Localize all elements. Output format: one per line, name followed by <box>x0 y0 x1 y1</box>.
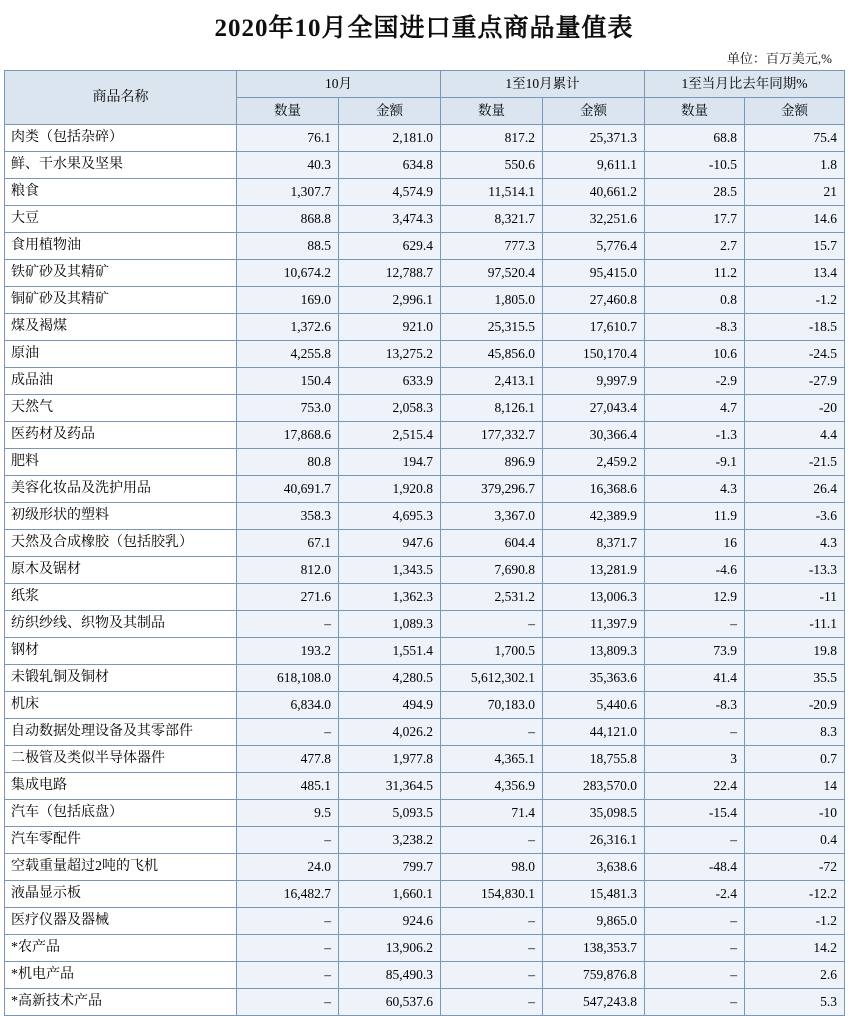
commodity-name: 粮食 <box>5 179 237 206</box>
commodity-name: 铜矿砂及其精矿 <box>5 287 237 314</box>
cell-month-value: 2,996.1 <box>339 287 441 314</box>
commodity-name: 集成电路 <box>5 773 237 800</box>
table-row <box>5 719 845 746</box>
cell-yoy-quantity: – <box>645 935 745 962</box>
cell-yoy-value: -24.5 <box>745 341 845 368</box>
commodity-name: 未锻轧铜及铜材 <box>5 665 237 692</box>
cell-month-quantity: – <box>237 962 339 989</box>
cell-cumulative-value: 547,243.8 <box>543 989 645 1016</box>
table-row <box>5 530 845 557</box>
cell-cumulative-quantity: – <box>441 935 543 962</box>
cell-yoy-quantity: 4.3 <box>645 476 745 503</box>
cell-cumulative-value: 35,098.5 <box>543 800 645 827</box>
cell-month-value: 85,490.3 <box>339 962 441 989</box>
cell-month-quantity: 1,307.7 <box>237 179 339 206</box>
cell-yoy-quantity: – <box>645 908 745 935</box>
commodity-name: 大豆 <box>5 206 237 233</box>
cell-cumulative-value: 17,610.7 <box>543 314 645 341</box>
table-row <box>5 638 845 665</box>
cell-cumulative-quantity: – <box>441 611 543 638</box>
cell-month-value: 921.0 <box>339 314 441 341</box>
cell-month-value: 629.4 <box>339 233 441 260</box>
cell-yoy-quantity: 11.2 <box>645 260 745 287</box>
cell-cumulative-value: 9,865.0 <box>543 908 645 935</box>
table-row <box>5 476 845 503</box>
cell-cumulative-value: 30,366.4 <box>543 422 645 449</box>
commodity-name: 肥料 <box>5 449 237 476</box>
cell-yoy-quantity: 68.8 <box>645 125 745 152</box>
header-commodity-name: 商品名称 <box>5 71 237 125</box>
cell-yoy-quantity: 3 <box>645 746 745 773</box>
cell-yoy-value: 2.6 <box>745 962 845 989</box>
commodity-name: 医疗仪器及器械 <box>5 908 237 935</box>
page-title: 2020年10月全国进口重点商品量值表 <box>214 15 634 42</box>
cell-month-quantity: 6,834.0 <box>237 692 339 719</box>
commodity-name: 原油 <box>5 341 237 368</box>
cell-cumulative-quantity: 45,856.0 <box>441 341 543 368</box>
cell-month-value: 1,660.1 <box>339 881 441 908</box>
cell-cumulative-value: 13,809.3 <box>543 638 645 665</box>
table-row <box>5 503 845 530</box>
cell-cumulative-quantity: 3,367.0 <box>441 503 543 530</box>
cell-month-quantity: 88.5 <box>237 233 339 260</box>
cell-yoy-quantity: 10.6 <box>645 341 745 368</box>
commodity-name: 液晶显示板 <box>5 881 237 908</box>
header-yoy-value: 金额 <box>745 98 845 125</box>
cell-yoy-value: 26.4 <box>745 476 845 503</box>
cell-yoy-value: -18.5 <box>745 314 845 341</box>
cell-month-quantity: 485.1 <box>237 773 339 800</box>
cell-yoy-quantity: -8.3 <box>645 314 745 341</box>
cell-month-value: 494.9 <box>339 692 441 719</box>
commodity-name: 钢材 <box>5 638 237 665</box>
table-row <box>5 233 845 260</box>
cell-cumulative-quantity: 7,690.8 <box>441 557 543 584</box>
header-row-groups <box>5 71 845 98</box>
cell-yoy-quantity: 73.9 <box>645 638 745 665</box>
cell-cumulative-quantity: 5,612,302.1 <box>441 665 543 692</box>
cell-yoy-value: -1.2 <box>745 908 845 935</box>
table-row <box>5 665 845 692</box>
cell-cumulative-value: 3,638.6 <box>543 854 645 881</box>
cell-yoy-value: 21 <box>745 179 845 206</box>
cell-month-value: 194.7 <box>339 449 441 476</box>
cell-month-quantity: 868.8 <box>237 206 339 233</box>
cell-yoy-quantity: -4.6 <box>645 557 745 584</box>
cell-yoy-value: 4.3 <box>745 530 845 557</box>
cell-yoy-quantity: – <box>645 719 745 746</box>
import-commodities-table <box>4 70 845 1016</box>
cell-month-value: 4,280.5 <box>339 665 441 692</box>
cell-yoy-value: -27.9 <box>745 368 845 395</box>
cell-cumulative-value: 8,371.7 <box>543 530 645 557</box>
cell-cumulative-value: 11,397.9 <box>543 611 645 638</box>
cell-cumulative-quantity: – <box>441 827 543 854</box>
cell-cumulative-quantity: 604.4 <box>441 530 543 557</box>
header-month-quantity: 数量 <box>237 98 339 125</box>
commodity-name: 初级形状的塑料 <box>5 503 237 530</box>
cell-month-value: 13,906.2 <box>339 935 441 962</box>
table-row <box>5 935 845 962</box>
cell-cumulative-value: 16,368.6 <box>543 476 645 503</box>
cell-cumulative-quantity: 4,356.9 <box>441 773 543 800</box>
cell-yoy-value: 14.2 <box>745 935 845 962</box>
cell-yoy-quantity: – <box>645 989 745 1016</box>
table-row <box>5 962 845 989</box>
cell-month-value: 4,695.3 <box>339 503 441 530</box>
cell-month-quantity: 4,255.8 <box>237 341 339 368</box>
commodity-name: 纸浆 <box>5 584 237 611</box>
cell-month-value: 2,515.4 <box>339 422 441 449</box>
cell-cumulative-quantity: 2,413.1 <box>441 368 543 395</box>
cell-cumulative-quantity: 896.9 <box>441 449 543 476</box>
cell-yoy-quantity: 28.5 <box>645 179 745 206</box>
unit-note: 单位：百万美元,% <box>726 51 832 66</box>
commodity-name: *高新技术产品 <box>5 989 237 1016</box>
cell-month-quantity: 618,108.0 <box>237 665 339 692</box>
cell-month-quantity: 10,674.2 <box>237 260 339 287</box>
commodity-name: 汽车零配件 <box>5 827 237 854</box>
cell-month-quantity: – <box>237 908 339 935</box>
cell-yoy-quantity: – <box>645 827 745 854</box>
cell-yoy-value: -10 <box>745 800 845 827</box>
table-row <box>5 341 845 368</box>
cell-month-quantity: – <box>237 719 339 746</box>
cell-month-value: 4,026.2 <box>339 719 441 746</box>
cell-month-quantity: 17,868.6 <box>237 422 339 449</box>
cell-cumulative-value: 13,006.3 <box>543 584 645 611</box>
commodity-name: 肉类（包括杂碎） <box>5 125 237 152</box>
cell-yoy-value: -20.9 <box>745 692 845 719</box>
cell-month-value: 3,238.2 <box>339 827 441 854</box>
cell-cumulative-quantity: 70,183.0 <box>441 692 543 719</box>
cell-month-value: 12,788.7 <box>339 260 441 287</box>
cell-cumulative-value: 13,281.9 <box>543 557 645 584</box>
cell-cumulative-value: 9,611.1 <box>543 152 645 179</box>
cell-cumulative-value: 35,363.6 <box>543 665 645 692</box>
cell-yoy-value: 13.4 <box>745 260 845 287</box>
cell-yoy-value: -11.1 <box>745 611 845 638</box>
cell-yoy-value: 75.4 <box>745 125 845 152</box>
cell-month-quantity: 1,372.6 <box>237 314 339 341</box>
cell-cumulative-value: 759,876.8 <box>543 962 645 989</box>
commodity-name: 天然及合成橡胶（包括胶乳） <box>5 530 237 557</box>
cell-yoy-quantity: 22.4 <box>645 773 745 800</box>
commodity-name: 成品油 <box>5 368 237 395</box>
commodity-name: 铁矿砂及其精矿 <box>5 260 237 287</box>
cell-cumulative-quantity: 1,700.5 <box>441 638 543 665</box>
cell-cumulative-value: 27,460.8 <box>543 287 645 314</box>
cell-month-quantity: – <box>237 611 339 638</box>
cell-cumulative-value: 44,121.0 <box>543 719 645 746</box>
table-header <box>5 71 845 125</box>
commodity-name: 原木及锯材 <box>5 557 237 584</box>
cell-month-quantity: 150.4 <box>237 368 339 395</box>
cell-month-quantity: 24.0 <box>237 854 339 881</box>
cell-month-quantity: 193.2 <box>237 638 339 665</box>
cell-yoy-value: 0.7 <box>745 746 845 773</box>
cell-cumulative-quantity: 777.3 <box>441 233 543 260</box>
cell-month-value: 947.6 <box>339 530 441 557</box>
cell-month-quantity: 812.0 <box>237 557 339 584</box>
table-row <box>5 314 845 341</box>
header-yoy-quantity: 数量 <box>645 98 745 125</box>
commodity-name: 煤及褐煤 <box>5 314 237 341</box>
cell-month-quantity: 753.0 <box>237 395 339 422</box>
cell-yoy-quantity: -9.1 <box>645 449 745 476</box>
cell-month-value: 633.9 <box>339 368 441 395</box>
cell-cumulative-value: 95,415.0 <box>543 260 645 287</box>
cell-cumulative-value: 5,440.6 <box>543 692 645 719</box>
cell-cumulative-quantity: 4,365.1 <box>441 746 543 773</box>
cell-month-value: 60,537.6 <box>339 989 441 1016</box>
cell-month-quantity: 67.1 <box>237 530 339 557</box>
table-row <box>5 557 845 584</box>
table-row <box>5 584 845 611</box>
cell-yoy-quantity: -2.4 <box>645 881 745 908</box>
cell-yoy-value: -20 <box>745 395 845 422</box>
cell-month-value: 1,362.3 <box>339 584 441 611</box>
cell-cumulative-value: 283,570.0 <box>543 773 645 800</box>
cell-month-value: 799.7 <box>339 854 441 881</box>
table-row <box>5 422 845 449</box>
cell-yoy-value: -12.2 <box>745 881 845 908</box>
cell-month-value: 2,058.3 <box>339 395 441 422</box>
cell-cumulative-value: 42,389.9 <box>543 503 645 530</box>
table-row <box>5 692 845 719</box>
cell-yoy-value: 4.4 <box>745 422 845 449</box>
header-cumulative-value: 金额 <box>543 98 645 125</box>
cell-yoy-value: 0.4 <box>745 827 845 854</box>
cell-yoy-quantity: 4.7 <box>645 395 745 422</box>
cell-yoy-quantity: 0.8 <box>645 287 745 314</box>
cell-cumulative-quantity: – <box>441 962 543 989</box>
commodity-name: 医药材及药品 <box>5 422 237 449</box>
cell-yoy-value: 19.8 <box>745 638 845 665</box>
cell-month-value: 3,474.3 <box>339 206 441 233</box>
cell-yoy-quantity: -8.3 <box>645 692 745 719</box>
commodity-name: 二极管及类似半导体器件 <box>5 746 237 773</box>
cell-cumulative-quantity: 550.6 <box>441 152 543 179</box>
cell-month-value: 4,574.9 <box>339 179 441 206</box>
commodity-name: 美容化妆品及洗护用品 <box>5 476 237 503</box>
cell-month-value: 2,181.0 <box>339 125 441 152</box>
cell-cumulative-value: 5,776.4 <box>543 233 645 260</box>
cell-cumulative-quantity: 2,531.2 <box>441 584 543 611</box>
cell-cumulative-quantity: 1,805.0 <box>441 287 543 314</box>
table-row <box>5 395 845 422</box>
cell-yoy-value: -72 <box>745 854 845 881</box>
cell-yoy-value: 14.6 <box>745 206 845 233</box>
cell-cumulative-quantity: 11,514.1 <box>441 179 543 206</box>
table-row <box>5 989 845 1016</box>
cell-month-quantity: 358.3 <box>237 503 339 530</box>
cell-month-value: 924.6 <box>339 908 441 935</box>
table-row <box>5 827 845 854</box>
cell-cumulative-quantity: – <box>441 908 543 935</box>
cell-cumulative-quantity: 817.2 <box>441 125 543 152</box>
cell-cumulative-quantity: 8,126.1 <box>441 395 543 422</box>
cell-yoy-value: -21.5 <box>745 449 845 476</box>
cell-cumulative-quantity: 154,830.1 <box>441 881 543 908</box>
commodity-name: 自动数据处理设备及其零部件 <box>5 719 237 746</box>
table-row <box>5 368 845 395</box>
cell-yoy-quantity: 41.4 <box>645 665 745 692</box>
cell-month-quantity: 80.8 <box>237 449 339 476</box>
cell-cumulative-quantity: 97,520.4 <box>441 260 543 287</box>
commodity-name: 机床 <box>5 692 237 719</box>
cell-cumulative-value: 40,661.2 <box>543 179 645 206</box>
cell-cumulative-quantity: – <box>441 989 543 1016</box>
table-row <box>5 125 845 152</box>
header-group-cumulative: 1至10月累计 <box>441 71 645 98</box>
cell-yoy-value: -1.2 <box>745 287 845 314</box>
commodity-name: 食用植物油 <box>5 233 237 260</box>
cell-yoy-quantity: -10.5 <box>645 152 745 179</box>
cell-cumulative-quantity: 25,315.5 <box>441 314 543 341</box>
cell-cumulative-quantity: 8,321.7 <box>441 206 543 233</box>
header-group-yoy: 1至当月比去年同期% <box>645 71 845 98</box>
cell-month-value: 1,089.3 <box>339 611 441 638</box>
cell-yoy-quantity: 2.7 <box>645 233 745 260</box>
table-row <box>5 881 845 908</box>
cell-yoy-quantity: 11.9 <box>645 503 745 530</box>
cell-yoy-value: 35.5 <box>745 665 845 692</box>
cell-month-value: 1,977.8 <box>339 746 441 773</box>
table-row <box>5 773 845 800</box>
header-month-value: 金额 <box>339 98 441 125</box>
cell-cumulative-value: 27,043.4 <box>543 395 645 422</box>
cell-cumulative-value: 150,170.4 <box>543 341 645 368</box>
cell-yoy-quantity: -2.9 <box>645 368 745 395</box>
cell-cumulative-value: 9,997.9 <box>543 368 645 395</box>
cell-month-quantity: – <box>237 989 339 1016</box>
commodity-name: 汽车（包括底盘） <box>5 800 237 827</box>
cell-yoy-quantity: 16 <box>645 530 745 557</box>
commodity-name: *农产品 <box>5 935 237 962</box>
cell-yoy-value: -13.3 <box>745 557 845 584</box>
table-row <box>5 179 845 206</box>
cell-cumulative-quantity: 177,332.7 <box>441 422 543 449</box>
table-row <box>5 908 845 935</box>
cell-month-quantity: 76.1 <box>237 125 339 152</box>
cell-cumulative-value: 2,459.2 <box>543 449 645 476</box>
commodity-name: 空载重量超过2吨的飞机 <box>5 854 237 881</box>
table-row <box>5 800 845 827</box>
commodity-name: *机电产品 <box>5 962 237 989</box>
cell-cumulative-quantity: 71.4 <box>441 800 543 827</box>
cell-cumulative-value: 18,755.8 <box>543 746 645 773</box>
cell-yoy-value: 8.3 <box>745 719 845 746</box>
cell-month-value: 1,343.5 <box>339 557 441 584</box>
cell-month-quantity: 477.8 <box>237 746 339 773</box>
table-row <box>5 287 845 314</box>
cell-yoy-quantity: 12.9 <box>645 584 745 611</box>
header-cumulative-quantity: 数量 <box>441 98 543 125</box>
cell-month-value: 31,364.5 <box>339 773 441 800</box>
cell-yoy-quantity: -48.4 <box>645 854 745 881</box>
cell-yoy-value: 5.3 <box>745 989 845 1016</box>
table-row <box>5 206 845 233</box>
cell-month-quantity: 16,482.7 <box>237 881 339 908</box>
table-body <box>5 125 845 1016</box>
cell-cumulative-value: 25,371.3 <box>543 125 645 152</box>
cell-month-value: 634.8 <box>339 152 441 179</box>
cell-month-quantity: 40,691.7 <box>237 476 339 503</box>
cell-yoy-value: -3.6 <box>745 503 845 530</box>
table-row <box>5 611 845 638</box>
cell-yoy-value: -11 <box>745 584 845 611</box>
table-row <box>5 152 845 179</box>
table-row <box>5 449 845 476</box>
cell-month-quantity: 271.6 <box>237 584 339 611</box>
cell-cumulative-value: 32,251.6 <box>543 206 645 233</box>
cell-month-value: 1,551.4 <box>339 638 441 665</box>
cell-cumulative-value: 26,316.1 <box>543 827 645 854</box>
commodity-name: 天然气 <box>5 395 237 422</box>
cell-cumulative-quantity: 98.0 <box>441 854 543 881</box>
cell-month-value: 13,275.2 <box>339 341 441 368</box>
cell-month-quantity: 40.3 <box>237 152 339 179</box>
header-group-month: 10月 <box>237 71 441 98</box>
cell-cumulative-quantity: 379,296.7 <box>441 476 543 503</box>
commodity-name: 鲜、干水果及坚果 <box>5 152 237 179</box>
cell-yoy-quantity: -15.4 <box>645 800 745 827</box>
cell-yoy-quantity: 17.7 <box>645 206 745 233</box>
cell-yoy-value: 15.7 <box>745 233 845 260</box>
cell-yoy-value: 14 <box>745 773 845 800</box>
cell-yoy-quantity: -1.3 <box>645 422 745 449</box>
cell-month-quantity: 169.0 <box>237 287 339 314</box>
cell-month-quantity: – <box>237 827 339 854</box>
cell-month-value: 1,920.8 <box>339 476 441 503</box>
cell-cumulative-quantity: – <box>441 719 543 746</box>
cell-yoy-value: 1.8 <box>745 152 845 179</box>
cell-month-value: 5,093.5 <box>339 800 441 827</box>
table-row <box>5 260 845 287</box>
commodity-name: 纺织纱线、织物及其制品 <box>5 611 237 638</box>
table-row <box>5 854 845 881</box>
cell-yoy-quantity: – <box>645 962 745 989</box>
cell-month-quantity: – <box>237 935 339 962</box>
table-row <box>5 746 845 773</box>
cell-cumulative-value: 15,481.3 <box>543 881 645 908</box>
cell-yoy-quantity: – <box>645 611 745 638</box>
cell-month-quantity: 9.5 <box>237 800 339 827</box>
cell-cumulative-value: 138,353.7 <box>543 935 645 962</box>
